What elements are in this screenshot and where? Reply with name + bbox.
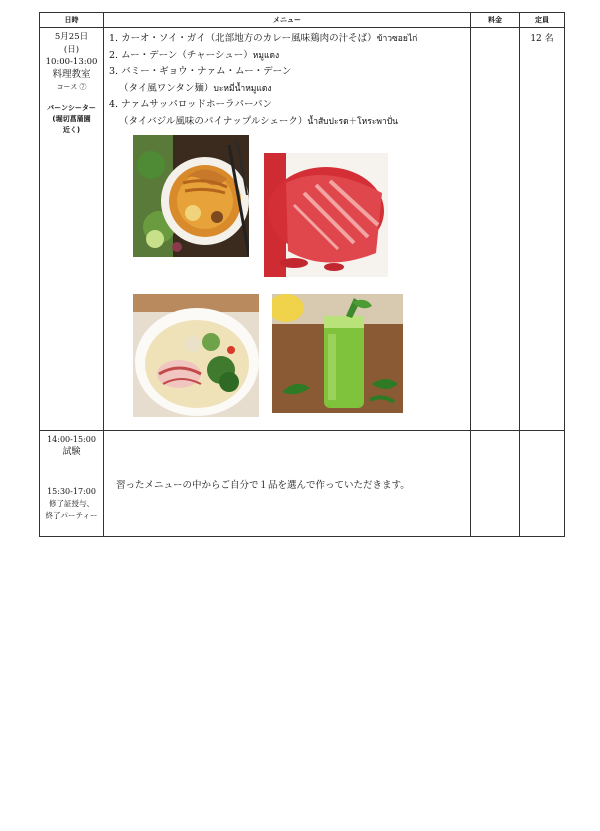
menu-item: 4. ナァムサッパロッドホーラパーパン (109, 99, 273, 111)
session2-time-exam: 14:00-15:00 (47, 435, 96, 444)
location-line-3: 近く) (62, 125, 81, 134)
session1-row (40, 28, 565, 431)
session2-message: 習ったメニューの中からご自分で１品を選んで作っていただきます。 (116, 479, 410, 491)
location-line-1: バーンシーター (47, 103, 96, 112)
session1-location (40, 103, 103, 136)
header-date: 日時 (40, 13, 104, 28)
session2-party-label: 終了パーティー (45, 511, 98, 520)
menu-item: 1. カーオ・ソイ・ガイ（北部地方のカレー風味鶏肉の汁そば）ข้าวซอยไก่ (109, 33, 418, 44)
location-line-2: (堀切菖蒲園 (52, 114, 91, 123)
session2-fee-cell (471, 431, 520, 537)
header-row (40, 13, 565, 28)
menu-item: （タイ風ワンタン麺）บะหมี่น้ำหมูแดง (119, 82, 272, 94)
session1-class: 料理教室 (52, 68, 91, 80)
session1-fee-cell (471, 28, 520, 431)
menu-item: 2. ムー・デーン（チャーシュー）หมูแดง (109, 49, 280, 61)
wonton-noodle-photo (133, 294, 259, 417)
food-photos (109, 131, 470, 413)
session1-time: 10:00-13:00 (45, 57, 98, 67)
session2-ceremony-label: 修了証授与、 (49, 499, 94, 508)
menu-item: （タイバジル風味のパイナップルシェーク）น้ำสับปะรด＋โหระพาปั่น (119, 115, 398, 127)
session2-row (40, 431, 565, 537)
pineapple-shake-photo (272, 294, 403, 413)
session2-exam-label: 試験 (62, 447, 81, 457)
header-menu: メニュー (104, 13, 471, 28)
moo-daeng-photo (264, 153, 388, 277)
session1-date-cell (40, 28, 104, 431)
session2-message-cell (104, 431, 471, 537)
menu-item: 3. バミー・ギョウ・ナァム・ムー・デーン (109, 66, 292, 78)
header-fee: 料金 (471, 13, 520, 28)
session1-course: コース ⑦ (56, 83, 87, 91)
header-capacity: 定員 (520, 13, 565, 28)
session1-date: 5月25日 (54, 32, 89, 42)
session2-capacity-cell (520, 431, 565, 537)
session1-capacity: 12 名 (520, 28, 565, 431)
khao-soi-photo (133, 135, 249, 257)
session2-time-ceremony: 15:30-17:00 (47, 487, 96, 496)
session1-day: (日) (63, 44, 80, 55)
session1-menu-cell (104, 28, 471, 431)
schedule-table (39, 12, 565, 537)
session2-date-cell (40, 431, 104, 537)
